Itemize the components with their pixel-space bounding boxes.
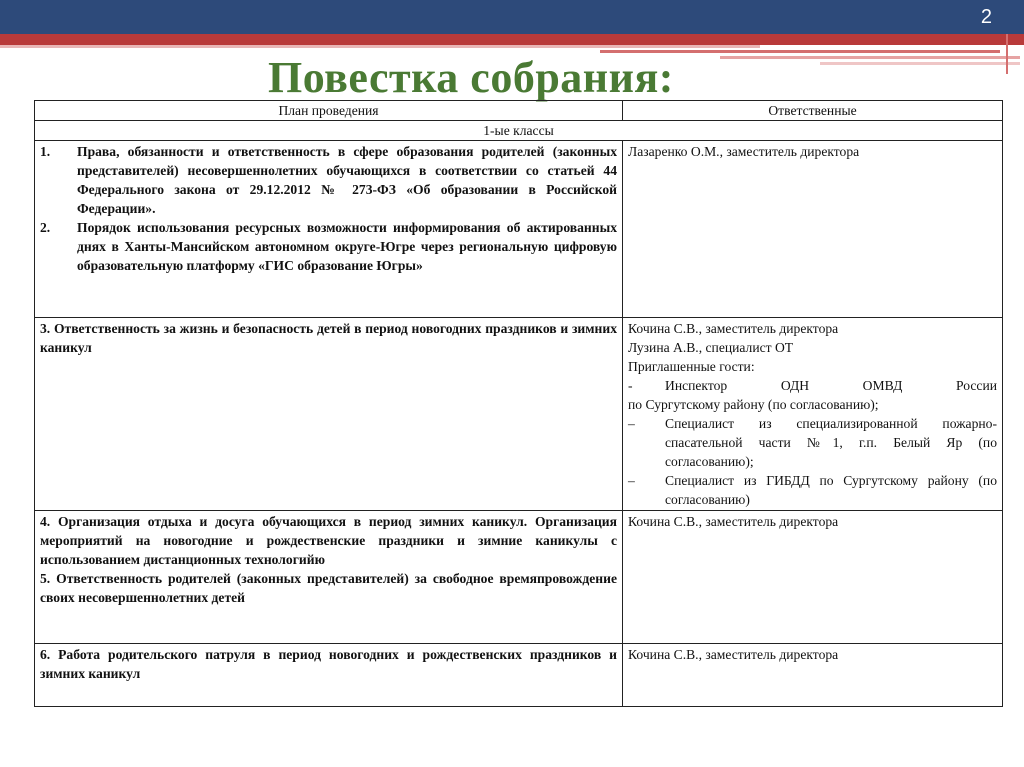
decor-stripe (820, 62, 1020, 65)
guest-text: Инспектор ОДН ОМВД России (665, 378, 997, 393)
guests-label: Приглашенные гости: (628, 359, 755, 374)
item-text: Права, обязанности и ответственность в сфере образования родителей (законных представителей) несовершеннолетних обучающихся в соответствии со статьей 44 Федерального закона от 29.12.2012 № 273-ФЗ «Об образовании в Российской Федерации». (77, 144, 617, 216)
table-row (35, 141, 1003, 318)
guest-item (628, 414, 997, 471)
table-header-row (35, 101, 1003, 121)
responsible-text: Кочина С.В., заместитель директора (628, 647, 839, 662)
item-number: 1. (40, 144, 51, 159)
responsible-line: Лузина А.В., специалист ОТ (628, 340, 794, 355)
header-red-band (0, 34, 1024, 45)
agenda-item (40, 142, 617, 218)
responsible-text: Кочина С.В., заместитель директора (628, 514, 839, 529)
item-text: Порядок использования ресурсных возможности информирования об актированных днях в Ханты-Мансийском автономном округе-Югре через региональную цифровую образовательную платформу «ГИС образование Югры» (77, 220, 617, 273)
decor-stripe (720, 56, 1020, 59)
responsible-cell (623, 511, 1003, 644)
item-text: 5. Ответственность родителей (законных представителей) за свободное времяпровождение своих несовершеннолетних детей (40, 571, 617, 605)
guest-text: Специалист из специализированной пожарно-спасательной части №1, г.п. Белый Яр (по согласованию); (665, 416, 997, 469)
responsible-cell (623, 141, 1003, 318)
header-plan: План проведения (35, 101, 623, 121)
dash-marker: – (628, 473, 635, 488)
agenda-item (40, 218, 617, 275)
plan-cell (35, 511, 623, 644)
responsible-text: Лазаренко О.М., заместитель директора (628, 144, 860, 159)
decor-stripe (0, 45, 760, 48)
guest-item (628, 376, 997, 395)
responsible-cell (623, 318, 1003, 511)
responsible-line: Кочина С.В., заместитель директора (628, 321, 839, 336)
guest-text: Специалист из ГИБДД по Сургутскому району (по согласованию) (665, 473, 997, 507)
page-number: 2 (980, 6, 992, 28)
table-row (35, 644, 1003, 707)
plan-cell (35, 141, 623, 318)
table-row (35, 318, 1003, 511)
page-title: Повестка собрания: (268, 53, 674, 102)
guest-text-continued: по Сургутскому району (по согласованию); (628, 397, 879, 412)
plan-cell (35, 318, 623, 511)
table-row (35, 511, 1003, 644)
item-text: 4. Организация отдыха и досуга обучающихся в период зимних каникул. Организация мероприятий на новогодние и рождественские праздники и зимние каникулы с использованием дистанционных технологийю (40, 514, 617, 567)
header-band (0, 0, 1024, 34)
section-title: 1-ые классы (35, 121, 1003, 141)
plan-cell (35, 644, 623, 707)
section-row (35, 121, 1003, 141)
agenda-table (34, 100, 1003, 707)
item-text: 3. Ответственность за жизнь и безопасность детей в период новогодних праздников и зимних каникул (40, 321, 617, 355)
item-number: 2. (40, 220, 51, 235)
responsible-cell (623, 644, 1003, 707)
dash-marker: - (628, 378, 633, 393)
header-responsible: Ответственные (623, 101, 1003, 121)
guest-item (628, 471, 997, 509)
item-text: 6. Работа родительского патруля в период новогодних и рождественских праздников и зимних каникул (40, 647, 617, 681)
dash-marker: – (628, 416, 635, 431)
decor-line (1006, 34, 1008, 74)
